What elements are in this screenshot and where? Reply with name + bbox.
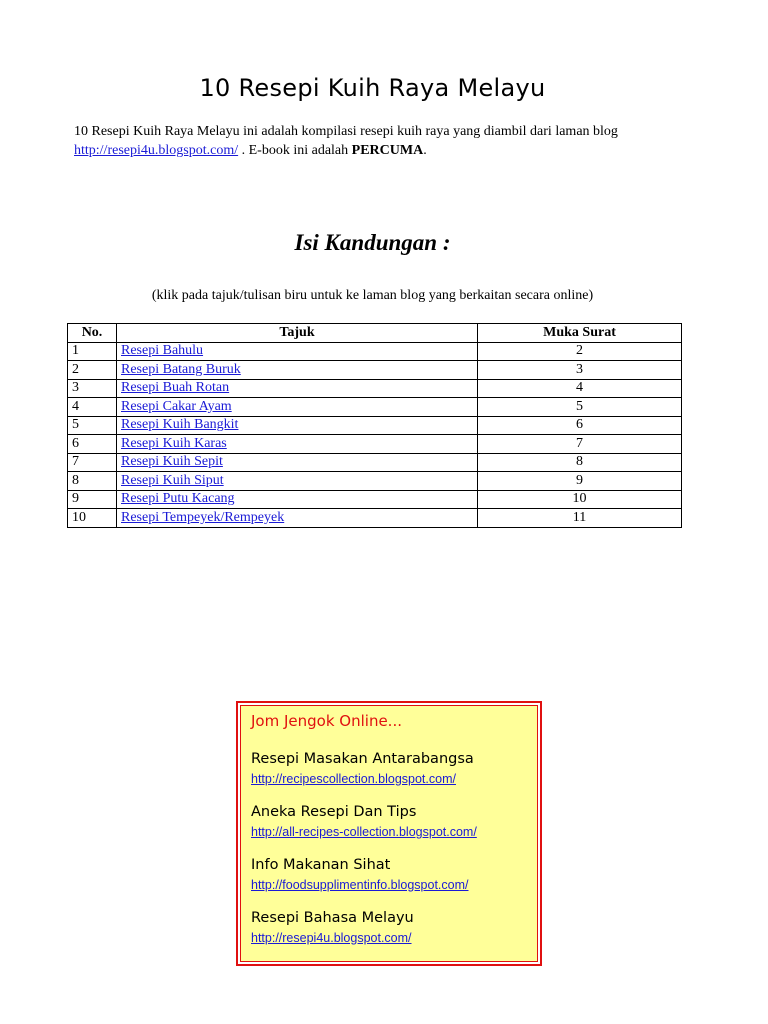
row-title-cell [117, 509, 478, 528]
promo-box [236, 701, 542, 966]
promo-item [251, 909, 527, 946]
toc-note: (klik pada tajuk/tulisan biru untuk ke laman blog yang berkaitan secara online) [151, 288, 594, 303]
toc-heading: Isi Kandungan : [294, 230, 451, 255]
promo-item-label: Aneka Resepi Dan Tips [251, 804, 417, 820]
toc-row [68, 472, 682, 491]
intro-paragraph [74, 122, 694, 160]
row-page: 8 [478, 453, 682, 472]
intro-blog-link[interactable]: http://resepi4u.blogspot.com/ [74, 143, 239, 158]
row-title-cell [117, 472, 478, 491]
intro-text-continued: . E-book ini adalah [238, 143, 352, 158]
recipe-link[interactable]: Resepi Putu Kacang [121, 491, 235, 507]
row-number: 4 [68, 398, 117, 417]
row-page: 9 [478, 472, 682, 491]
row-number: 9 [68, 490, 117, 509]
row-title-cell [117, 379, 478, 398]
promo-item-link[interactable]: http://recipescollection.blogspot.com/ [251, 772, 456, 786]
row-number: 1 [68, 342, 117, 361]
toc-table [67, 323, 682, 528]
row-number: 3 [68, 379, 117, 398]
recipe-link[interactable]: Resepi Batang Buruk [121, 361, 241, 377]
promo-item [251, 803, 527, 840]
col-header-title: Tajuk [117, 324, 478, 343]
row-title-cell [117, 435, 478, 454]
recipe-link[interactable]: Resepi Buah Rotan [121, 380, 230, 396]
row-number: 6 [68, 435, 117, 454]
row-title-cell [117, 490, 478, 509]
toc-row [68, 490, 682, 509]
row-title-cell [117, 398, 478, 417]
promo-box-inner [240, 705, 538, 962]
toc-row [68, 361, 682, 380]
row-page: 3 [478, 361, 682, 380]
recipe-link[interactable]: Resepi Kuih Sepit [121, 454, 223, 470]
row-title-cell [117, 416, 478, 435]
col-header-no: No. [68, 324, 117, 343]
row-page: 11 [478, 509, 682, 528]
row-number: 2 [68, 361, 117, 380]
document-title: 10 Resepi Kuih Raya Melayu [199, 74, 546, 102]
row-number: 10 [68, 509, 117, 528]
toc-row [68, 342, 682, 361]
recipe-link[interactable]: Resepi Kuih Karas [121, 435, 227, 451]
toc-row [68, 398, 682, 417]
toc-header-row [68, 324, 682, 343]
recipe-link[interactable]: Resepi Tempeyek/Rempeyek [121, 509, 285, 525]
col-header-page: Muka Surat [478, 324, 682, 343]
promo-item-label: Resepi Bahasa Melayu [251, 910, 414, 926]
row-page: 10 [478, 490, 682, 509]
promo-item-link[interactable]: http://resepi4u.blogspot.com/ [251, 931, 412, 945]
row-title-cell [117, 453, 478, 472]
toc-row [68, 416, 682, 435]
promo-heading: Jom Jengok Online... [251, 712, 402, 730]
row-number: 8 [68, 472, 117, 491]
intro-text: 10 Resepi Kuih Raya Melayu ini adalah kompilasi resepi kuih raya yang diambil dari laman blog [74, 124, 618, 139]
intro-period: . [423, 143, 427, 158]
recipe-link[interactable]: Resepi Kuih Bangkit [121, 417, 239, 433]
row-number: 7 [68, 453, 117, 472]
row-title-cell [117, 361, 478, 380]
row-page: 2 [478, 342, 682, 361]
row-page: 7 [478, 435, 682, 454]
promo-item-link[interactable]: http://all-recipes-collection.blogspot.com/ [251, 825, 477, 839]
row-page: 5 [478, 398, 682, 417]
toc-row [68, 379, 682, 398]
promo-item-label: Resepi Masakan Antarabangsa [251, 751, 474, 767]
row-number: 5 [68, 416, 117, 435]
recipe-link[interactable]: Resepi Kuih Siput [121, 472, 224, 488]
promo-item [251, 750, 527, 787]
row-page: 4 [478, 379, 682, 398]
promo-item [251, 856, 527, 893]
toc-row [68, 509, 682, 528]
row-page: 6 [478, 416, 682, 435]
toc-row [68, 435, 682, 454]
row-title-cell [117, 342, 478, 361]
promo-item-label: Info Makanan Sihat [251, 857, 391, 873]
promo-item-link[interactable]: http://foodsupplimentinfo.blogspot.com/ [251, 878, 469, 892]
toc-row [68, 453, 682, 472]
recipe-link[interactable]: Resepi Cakar Ayam [121, 398, 232, 414]
intro-free-emphasis: PERCUMA [351, 143, 424, 158]
recipe-link[interactable]: Resepi Bahulu [121, 343, 204, 359]
